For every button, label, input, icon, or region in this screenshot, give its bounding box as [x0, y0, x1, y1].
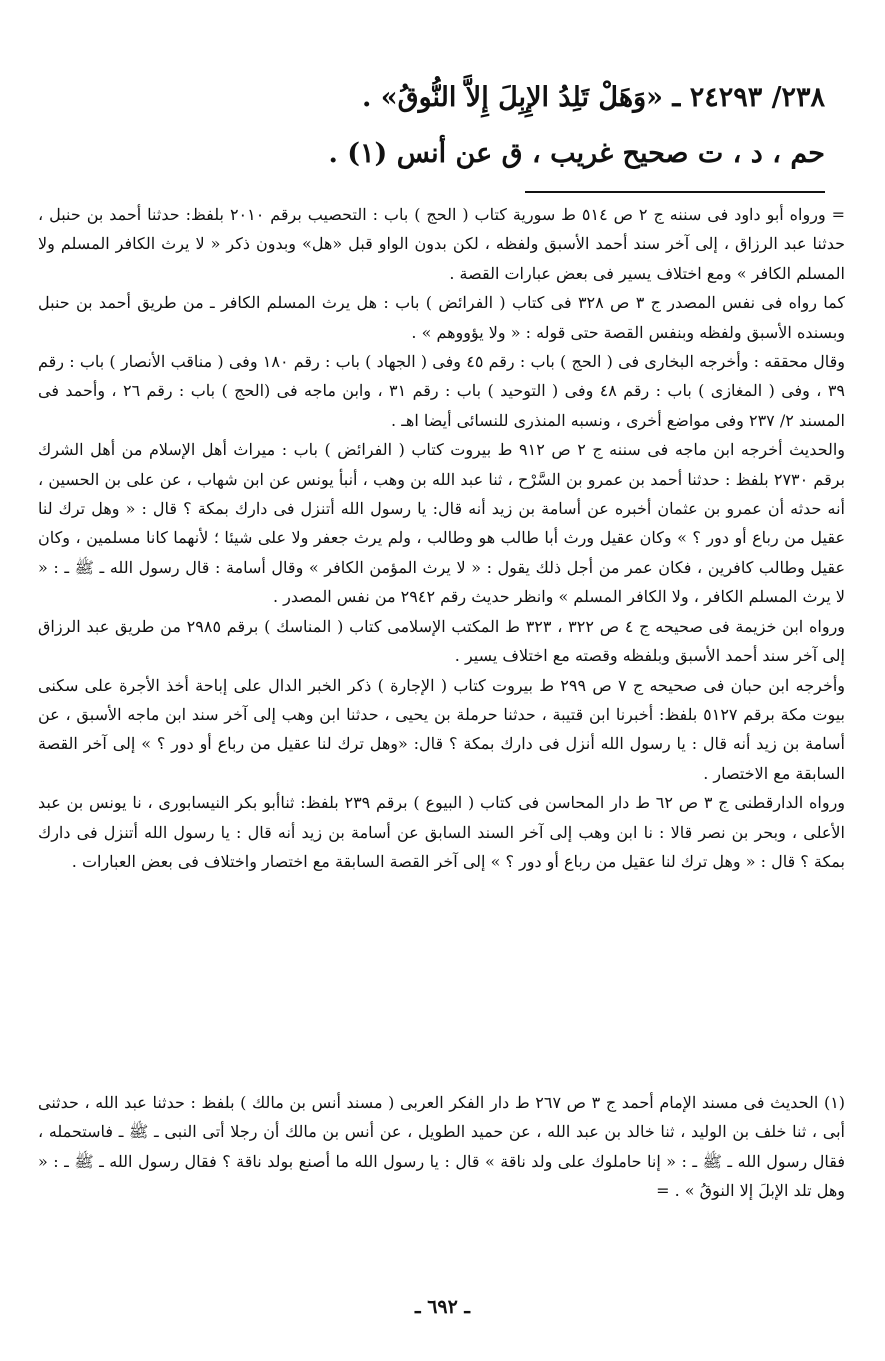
footnote-paragraph: = ورواه أبو داود فى سننه ج ٢ ص ٥١٤ ط سورية كتاب ( الحج ) باب : التحصيب برقم ٢٠١٠ بلفظ: حدثنا أحمد بن حنبل ، حدثنا عبد الرزاق ، إلى آخر سند أحمد الأسبق ولفظه ، لكن بدون الواو قبل «هل» وبدون ذكر « لا يرث الكافر المسلم ولا المسلم الكافر » ومع اختلاف يسير فى بعض عبارات القصة .: [38, 205, 846, 283]
hadith-text: ٢٣٨/ ٢٤٢٩٣ ـ «وَهَلْ تَلِدُ الإِبِلَ إِلاَّ النُّوقُ» .: [361, 82, 825, 113]
footnotes-block: [38, 200, 845, 876]
footnote-paragraph: ورواه ابن خزيمة فى صحيحه ج ٤ ص ٣٢٢ ، ٣٢٣ ط المكتب الإسلامى كتاب ( المناسك ) برقم ٢٩٨٥ من طريق عبد الرزاق إلى آخر سند أحمد الأسبق وبلفظه وقصته مع اختلاف يسير .: [38, 616, 846, 666]
hadith-sources: حم ، د ، ت صحيح غريب ، ق عن أنس (١) .: [328, 138, 825, 169]
footnote-paragraph: وقال محققه : وأخرجه البخارى فى ( الحج ) باب : رقم ٤٥ وفى ( الجهاد ) باب : رقم ١٨٠ وفى ( مناقب الأنصار ) باب : رقم ٣٩ ، وفى ( المغازى ) باب : رقم ٤٨ وفى ( التوحيد ) باب : رقم ٣١ ، وابن ماجه فى (الحج ) باب : رقم ٢٦ ، وأحمد فى المسند ٢/ ٢٣٧ وفى مواضع أخرى ، ونسبه المنذرى للنسائى أيضا اهـ .: [38, 352, 846, 430]
page-number: ـ ٦٩٢ ـ: [415, 1296, 470, 1318]
footnote-paragraph: وأخرجه ابن حبان فى صحيحه ج ٧ ص ٢٩٩ ط بيروت كتاب ( الإجارة ) ذكر الخبر الدال على إباحة أخذ الأجرة على سكنى بيوت مكة برقم ٥١٢٧ بلفظ: أخبرنا ابن قتيبة ، حدثنا حرملة بن يحيى ، حدثنا ابن وهب إلى آخر سند ابن ماجه الأسبق ، عن أسامة بن زيد أنه قال : يا رسول الله أنزل فى دارك بمكة ؟ قال: «وهل ترك لنا عقيل من رباع أو دور ؟ » إلى آخر القصة السابقة مع الاختصار .: [38, 675, 846, 783]
footnote-paragraph: ورواه الدارقطنى ج ٣ ص ٦٢ ط دار المحاسن فى كتاب ( البيوع ) برقم ٢٣٩ بلفظ: ثناأبو بكر النيسابورى ، نا يونس بن عبد الأعلى ، وبحر بن نصر قالا : نا ابن وهب إلى آخر السند السابق عن أسامة بن زيد أنه قال : يا رسول الله أتنزل فى دارك بمكة ؟ قال : « وهل ترك لنا عقيل من رباع أو دور ؟ » إلى آخر القصة السابقة مع اختصار واختلاف فى بعض العبارات .: [38, 793, 846, 871]
footnote-1-text: (١) الحديث فى مسند الإمام أحمد ج ٣ ص ٢٦٧ ط دار الفكر العربى ( مسند أنس بن مالك ) بلفظ : حدثنا عبد الله ، حدثنى أبى ، ثنا خلف بن الوليد ، ثنا خالد بن عبد الله ، عن حميد الطويل ، عن أنس بن مالك أن رجلا أتى النبى ـ ﷺ ـ فاستحمله ، فقال رسول الله ـ ﷺ ـ : « إنا حاملوك على ولد ناقة » قال : يا رسول الله ما أصنع بولد ناقة ؟ فقال رسول الله ـ ﷺ ـ : « وهل تلد الإبلَ إلا النوقُ » . =: [38, 1093, 846, 1201]
footnote-paragraph: والحديث أخرجه ابن ماجه فى سننه ج ٢ ص ٩١٢ ط بيروت كتاب ( الفرائض ) باب : ميراث أهل الإسلام من أهل الشرك برقم ٢٧٣٠ بلفظ : حدثنا أحمد بن عمرو بن السَّرْح ، ثنا عبد الله بن وهب ، أنبأ يونس عن ابن شهاب ، عن على بن الحسين ، أنه حدثه أن عمرو بن عثمان أخبره عن أسامة بن زيد أنه قال: يا رسول الله أتنزل فى دارك بمكة ؟ قال : « وهل ترك لنا عقيل من رباع أو دور ؟ » وكان عقيل ورث أبا طالب هو وطالب ، ولم يرث جعفر ولا على شيئا ؛ لأنهما كانا مسلمين ، وكان عقيل وطالب كافرين ، فكان عمر من أجل ذلك يقول : « لا يرث المؤمن الكافر » وقال أسامة : قال رسول الله ـ ﷺ ـ : « لا يرث المسلم الكافر ، ولا الكافر المسلم » وانظر حديث رقم ٢٩٤٢ من نفس المصدر .: [38, 440, 846, 607]
footnote-paragraph: كما رواه فى نفس المصدر ج ٣ ص ٣٢٨ فى كتاب ( الفرائض ) باب : هل يرث المسلم الكافر ـ من طريق أحمد بن حنبل وبسنده الأسبق ولفظه وبنفس القصة حتى قوله : « ولا يؤووهم » .: [38, 293, 845, 342]
footnote-1: [38, 1088, 845, 1206]
hadith-header: [55, 70, 825, 182]
footnote-separator: [525, 191, 825, 193]
